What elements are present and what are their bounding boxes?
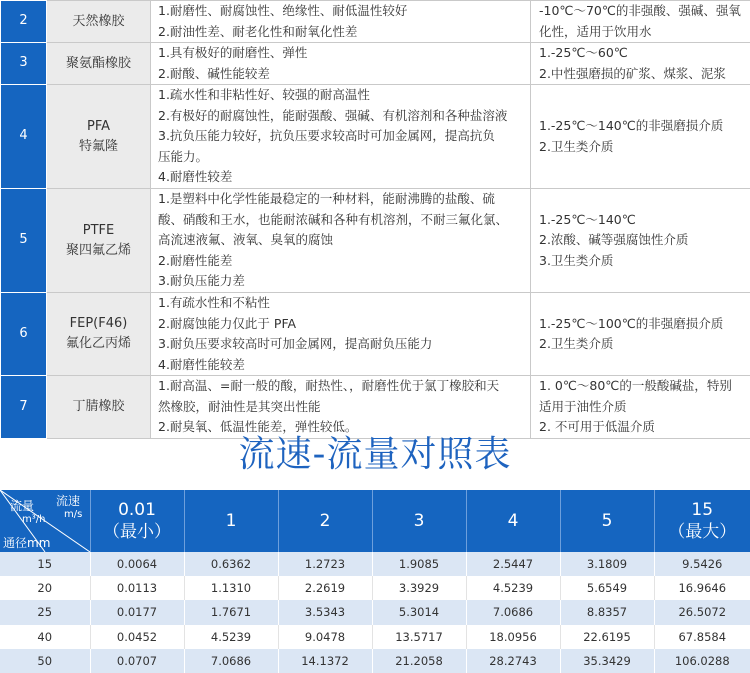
flow-value-cell: 0.0452 <box>90 625 184 649</box>
property-line: 1.有疏水性和不粘性 <box>158 295 270 310</box>
corner-velocity-unit: m/s <box>64 509 83 520</box>
application-line: 2.浓酸、碱等强腐蚀性介质 <box>539 232 689 248</box>
diameter-cell: 15 <box>0 552 90 576</box>
corner-velocity-label: 流速 <box>56 494 81 508</box>
material-application-cell <box>531 1 750 43</box>
flow-table-body <box>0 552 750 673</box>
property-line: 压能力。 <box>158 148 209 164</box>
property-line: 2.耐腐蚀能力仅此于 PFA <box>158 315 297 331</box>
velocity-header-cell <box>90 490 184 552</box>
material-name-cell <box>47 293 151 376</box>
flow-row <box>0 576 750 600</box>
material-properties-cell <box>151 85 531 189</box>
material-name: PFA <box>86 118 111 134</box>
property-line: 然橡胶，耐油性是其突出性能 <box>158 398 321 414</box>
material-name-cell <box>47 1 151 43</box>
row-number: 5 <box>1 189 47 293</box>
corner-diameter-label: 通径mm <box>3 536 51 550</box>
material-application-cell <box>531 85 750 189</box>
lining-row <box>1 85 750 189</box>
flow-velocity-table <box>0 490 750 673</box>
diameter-cell: 50 <box>0 649 90 673</box>
velocity-header-cell <box>654 490 750 552</box>
lining-row <box>1 43 750 85</box>
flow-value-cell: 35.3429 <box>560 649 654 673</box>
property-line: 3.抗负压能力较好，抗负压要求较高时可加金属网，提高抗负 <box>158 128 495 144</box>
property-line: 1.耐磨性、耐腐蚀性、绝缘性、耐低温性较好 <box>158 3 408 18</box>
flow-value-cell: 0.0064 <box>90 552 184 576</box>
material-application-cell <box>531 376 750 439</box>
property-line: 3.耐负压要求较高时可加金属网，提高耐负压能力 <box>158 336 433 351</box>
material-name-cell <box>47 43 151 85</box>
velocity-header-cell <box>278 490 372 552</box>
property-line: 2.有极好的耐腐蚀性，能耐强酸、强碱、有机溶剂和各种盐溶液 <box>158 107 508 123</box>
flow-row <box>0 600 750 624</box>
property-line: 2.耐酸、碱性能较差 <box>158 65 270 81</box>
application-line: 1. 0℃～80℃的一般酸碱盐，特别 <box>539 378 732 393</box>
material-name: 聚氨酯橡胶 <box>65 55 131 71</box>
application-line: 2.中性强磨损的矿浆、煤浆、泥浆 <box>539 65 726 81</box>
flow-value-cell: 106.0288 <box>654 649 750 673</box>
application-line: 1.-25℃～140℃的非强磨损介质 <box>539 118 724 133</box>
flow-value-cell: 0.0113 <box>90 576 184 600</box>
lining-table-body <box>1 1 750 439</box>
material-name: 丁腈橡胶 <box>72 398 125 414</box>
property-line: 1.疏水性和非粘性好、较强的耐高温性 <box>158 87 370 103</box>
flow-value-cell: 5.6549 <box>560 576 654 600</box>
lining-row <box>1 1 750 43</box>
material-name: 天然橡胶 <box>72 13 125 29</box>
application-line: 2.卫生类介质 <box>539 336 614 351</box>
flow-value-cell: 5.3014 <box>372 600 466 624</box>
material-properties-cell <box>151 189 531 293</box>
application-line: 1.-25℃～100℃的非强磨损介质 <box>539 315 724 331</box>
flow-value-cell: 28.2743 <box>466 649 560 673</box>
material-properties-cell <box>151 43 531 85</box>
diameter-cell: 40 <box>0 625 90 649</box>
lining-row <box>1 293 750 376</box>
velocity-header-cell <box>560 490 654 552</box>
material-name: PTFE <box>82 222 115 238</box>
diameter-cell: 25 <box>0 600 90 624</box>
flow-value-cell: 1.2723 <box>278 552 372 576</box>
material-name: FEP(F46) <box>69 316 128 331</box>
flow-value-cell: 3.5343 <box>278 600 372 624</box>
material-application-cell <box>531 189 750 293</box>
flow-value-cell: 3.3929 <box>372 576 466 600</box>
property-line: 2.耐磨性能差 <box>158 252 233 268</box>
flow-value-cell: 2.2619 <box>278 576 372 600</box>
flow-value-cell: 8.8357 <box>560 600 654 624</box>
application-line: 适用于油性介质 <box>539 398 627 414</box>
application-line: 3.卫生类介质 <box>539 252 614 268</box>
row-number: 6 <box>1 293 47 376</box>
flow-row <box>0 625 750 649</box>
property-line: 4.耐磨性能较差 <box>158 356 245 372</box>
application-line: 1.-25℃～140℃ <box>539 211 636 227</box>
diameter-cell: 20 <box>0 576 90 600</box>
flow-value-cell: 3.1809 <box>560 552 654 576</box>
flow-value-cell: 2.5447 <box>466 552 560 576</box>
application-line: -10℃～70℃的非强酸、强碱、强氧 <box>539 3 741 18</box>
velocity-note: （最大） <box>668 522 737 542</box>
velocity-header-cell <box>466 490 560 552</box>
flow-value-cell: 4.5239 <box>184 625 278 649</box>
flow-row <box>0 552 750 576</box>
row-number: 3 <box>1 43 47 85</box>
material-properties-cell <box>151 1 531 43</box>
flow-value-cell: 26.5072 <box>654 600 750 624</box>
property-line: 高流速液氟、液氧、臭氧的腐蚀 <box>158 232 334 248</box>
velocity-value: 15 <box>691 500 714 520</box>
material-application-cell <box>531 43 750 85</box>
application-line: 化性，适用于饮用水 <box>539 23 652 39</box>
flow-value-cell: 67.8584 <box>654 625 750 649</box>
application-line: 2. 不可用于低温介质 <box>539 419 655 434</box>
material-name-cell <box>47 85 151 189</box>
material-properties-cell <box>151 293 531 376</box>
property-line: 1.是塑料中化学性能最稳定的一种材料，能耐沸腾的盐酸、硫 <box>158 191 495 207</box>
velocity-note: （最小） <box>103 522 171 542</box>
flow-value-cell: 7.0686 <box>184 649 278 673</box>
velocity-value: 0.01 <box>118 500 156 520</box>
velocity-value: 2 <box>319 511 331 531</box>
flow-value-cell: 0.0707 <box>90 649 184 673</box>
property-line: 3.耐负压能力差 <box>158 273 245 289</box>
flow-value-cell: 4.5239 <box>466 576 560 600</box>
flow-value-cell: 21.2058 <box>372 649 466 673</box>
corner-flow-unit: m³/h <box>22 514 46 525</box>
flow-value-cell: 0.6362 <box>184 552 278 576</box>
material-name: 氟化乙丙烯 <box>65 336 131 351</box>
lining-row <box>1 189 750 293</box>
flow-value-cell: 9.0478 <box>278 625 372 649</box>
flow-value-cell: 1.1310 <box>184 576 278 600</box>
velocity-value: 1 <box>225 511 237 531</box>
property-line: 1.耐高温、=耐一般的酸，耐热性、，耐磨性优于氯丁橡胶和天 <box>158 378 500 393</box>
row-number: 4 <box>1 85 47 189</box>
flow-table-title: 流速-流量对照表 <box>238 434 512 475</box>
material-name-cell <box>47 189 151 293</box>
flow-row <box>0 649 750 673</box>
lining-row <box>1 376 750 439</box>
material-properties-cell <box>151 376 531 439</box>
material-name: 聚四氟乙烯 <box>65 242 131 258</box>
flow-value-cell: 7.0686 <box>466 600 560 624</box>
flow-table-header-row <box>0 490 750 552</box>
property-line: 4.耐磨性较差 <box>158 169 233 185</box>
flow-value-cell: 13.5717 <box>372 625 466 649</box>
property-line: 2.耐臭氧、低温性能差，弹性较低。 <box>158 419 358 434</box>
flow-value-cell: 0.0177 <box>90 600 184 624</box>
velocity-value: 4 <box>507 511 519 531</box>
velocity-header-cell <box>184 490 278 552</box>
application-line: 1.-25℃～60℃ <box>539 45 628 60</box>
row-number: 7 <box>1 376 47 439</box>
flow-value-cell: 22.6195 <box>560 625 654 649</box>
flow-value-cell: 18.0956 <box>466 625 560 649</box>
property-line: 1.具有极好的耐磨性、弹性 <box>158 45 308 60</box>
corner-header-cell <box>0 490 90 552</box>
velocity-value: 3 <box>413 511 425 531</box>
flow-value-cell: 14.1372 <box>278 649 372 673</box>
property-line: 酸、硝酸和王水，也能耐浓碱和各种有机溶剂，不耐三氟化氯、 <box>158 211 509 227</box>
row-number: 2 <box>1 1 47 43</box>
velocity-header-cell <box>372 490 466 552</box>
material-application-cell <box>531 293 750 376</box>
application-line: 2.卫生类介质 <box>539 138 614 154</box>
material-name: 特氟隆 <box>78 138 118 154</box>
flow-value-cell: 1.9085 <box>372 552 466 576</box>
flow-value-cell: 16.9646 <box>654 576 750 600</box>
flow-value-cell: 1.7671 <box>184 600 278 624</box>
velocity-value: 5 <box>601 511 613 531</box>
flow-value-cell: 9.5426 <box>654 552 750 576</box>
corner-flow-label: 流量 <box>10 499 35 513</box>
material-name-cell <box>47 376 151 439</box>
property-line: 2.耐油性差、耐老化性和耐氧化性差 <box>158 23 358 39</box>
